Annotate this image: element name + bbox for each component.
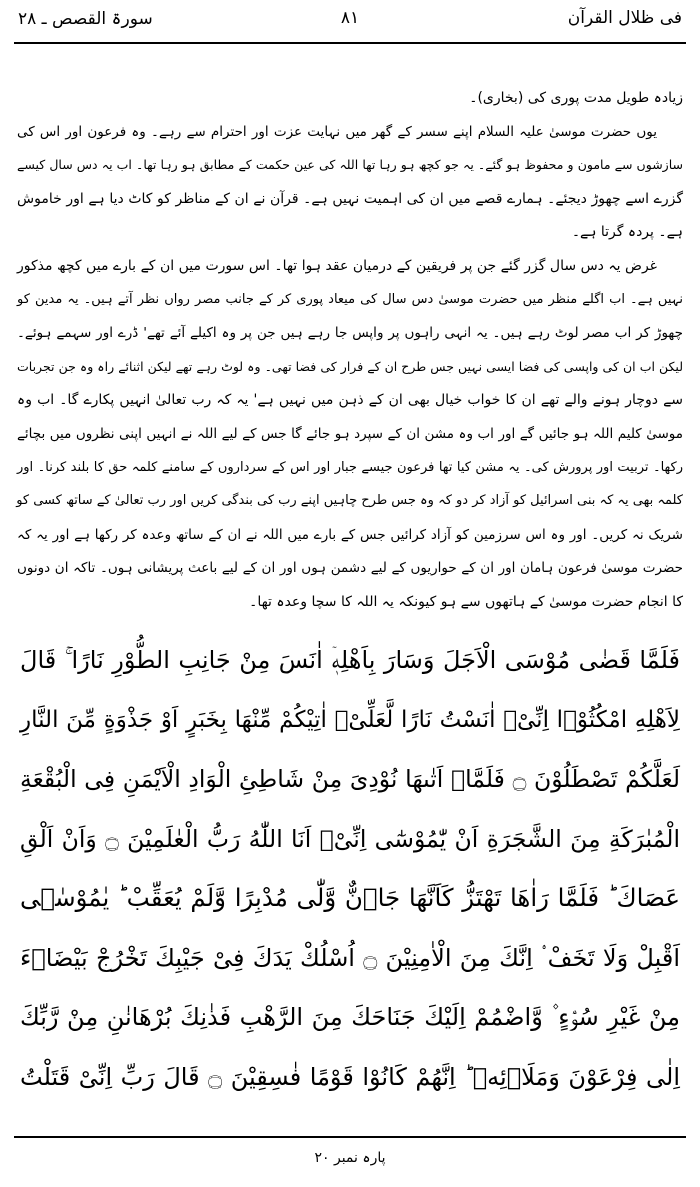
commentary-line: حضرت موسیٰ فرعون ہامان اور ان کے حواریوں کے لیے دشمن ہوں اور ان کے لیے باعث پریشانی ہوں۔ تاکہ ان دونوں bbox=[17, 560, 683, 577]
commentary-line: کلمہ بھی یہ کہ بنی اسرائیل کو آزاد کر دو کہ وہ جس طرح چاہیں اپنے رب کی بندگی کریں اور رب تعالیٰ کے ساتھ کسی کو bbox=[16, 493, 683, 509]
commentary-line: رکھا۔ تربیت اور پرورش کی۔ یہ مشن کیا تھا فرعون جیسے جبار اور اس کے سرداروں کے سامنے کلمہ حق کا بلند کرنا۔ اور bbox=[17, 459, 683, 475]
quran-verse-line: اِلٰى فِرْعَوْنَ وَمَلَا۟ئِهٖ ؕ اِنَّهُمْ كَانُوْا قَوْمًا فٰسِقِيْنَ ۝ قَالَ رَبِّ اِنِّىْ قَتَلْتُ bbox=[20, 1062, 681, 1091]
commentary-line: زیادہ طویل مدت پوری کی (بخاری)۔ bbox=[469, 90, 683, 106]
quran-verse-line: لَعَلَّكُمْ تَصْطَلُوْنَ ۝ فَلَمَّاۤ اَتٰىهَا نُوْدِىَ مِنْ شَاطِئِ الْوَادِ الْاَيْمَنِ فِى الْبُقْعَةِ bbox=[20, 765, 680, 793]
commentary-line: گزرے اسے چھوڑ دیجئے۔ ہمارے قصے میں ان کی اہمیت نہیں ہے۔ قرآن نے ان کے مناظر کو کاٹ دیا ہے اور خاموش bbox=[17, 190, 683, 207]
commentary-line: سے دوچار ہونے والے تھے ان کا خواب خیال بھی ان کے ذہن میں نہیں ہے' یہ کہ رب تعالیٰ انہیں پکارے گا۔ اب وہ bbox=[17, 392, 683, 409]
commentary-line: چھوڑ کر اب مصر لوٹ رہے ہیں۔ یہ انہی راہوں پر واپس جا رہے ہیں جن پر وہ اکیلے آئے تھے' ڈرے اور سہمے ہوئے۔ bbox=[17, 325, 683, 342]
quran-verse-line: لِاَهْلِهِ امْكُثُوْۤا اِنِّىْۤ اٰنَسْتُ نَارًا لَّعَلِّىْۤ اٰتِيْكُمْ مِّنْهَا بِخَبَرٍ اَوْ جَذْوَةٍ مِّنَ النَّارِ bbox=[20, 706, 680, 733]
quran-verse-line: فَلَمَّا قَضٰى مُوْسَى الْاَجَلَ وَسَارَ بِاَهْلِهٖۤ اٰنَسَ مِنْ جَانِبِ الطُّوْرِ نَارًا ۚ قَالَ bbox=[20, 646, 680, 674]
commentary-line: لیکن اب ان کی واپسی کی فضا ایسی نہیں جس طرح ان کے فرار کی فضا تھی۔ وہ لوٹ رہے تھے لیکن اثنائے راہ وہ جن تجربات bbox=[17, 358, 683, 374]
book-title: فی ظلال القرآن bbox=[567, 8, 682, 28]
commentary-line: کا انجام حضرت موسیٰ کے ہاتھوں سے ہو کیونکہ یہ اللہ کا سچا وعدہ تھا۔ bbox=[249, 594, 683, 610]
commentary-line: موسیٰ کلیم اللہ ہو جائیں گے اور اب وہ مشن ان کے سپرد ہو جائے گا جس کے لیے اللہ نے انہیں اپنی نظروں میں بچائے bbox=[17, 426, 683, 442]
commentary-line: ہے۔ پردہ گرتا ہے۔ bbox=[571, 224, 683, 241]
quran-verse-line: اَقْبِلْ وَلَا تَخَفْ ۟ اِنَّكَ مِنَ الْاٰمِنِيْنَ ۝ اُسْلُكْ يَدَكَ فِىْ جَيْبِكَ تَخْرُجْ بَيْضَاۤءَ bbox=[20, 943, 680, 972]
commentary-line: سازشوں سے مامون و محفوظ ہو گئے۔ یہ جو کچھ ہو رہا تھا اللہ کی عین حکمت کے مطابق ہو رہا تھا۔ اب یہ دس سال کیسے bbox=[17, 157, 683, 173]
para-number: پارہ نمبر ۲۰ bbox=[314, 1150, 386, 1166]
quran-verse-line: عَصَاكَ ؕ فَلَمَّا رَاٰهَا تَهْتَزُّ كَاَنَّهَا جَاۤنٌّ وَّلّٰى مُدْبِرًا وَّلَمْ يُعَقِّبْ ؕ يٰمُوْسٰۤى bbox=[20, 883, 680, 912]
header-rule bbox=[14, 42, 686, 44]
commentary-line: یوں حضرت موسیٰ علیہ السلام اپنے سسر کے گھر میں نہایت عزت اور احترام سے رہے۔ وہ فرعون اور اس کی bbox=[17, 123, 657, 140]
quran-verse-line: مِنْ غَيْرِ سُوْۤءٍ ۫ وَّاضْمُمْ اِلَيْكَ جَنَاحَكَ مِنَ الرَّهْبِ فَذٰنِكَ بُرْهَانٰنِ مِنْ رَّبِّكَ bbox=[20, 1003, 680, 1031]
surah-label: سورۃ القصص ـ ۲۸ bbox=[18, 9, 153, 29]
commentary-line: نہیں ہے۔ اب اگلے منظر میں حضرت موسیٰ دس سال کی میعاد پوری کر کے جانب مصر رواں نظر آتے ہیں۔ یہ مدین کو bbox=[17, 291, 683, 307]
footer-rule bbox=[14, 1136, 686, 1138]
commentary-line: غرض یہ دس سال گزر گئے جن پر فریقین کے درمیان عقد ہوا تھا۔ اس سورت میں ان کے بارے میں کچھ مذکور bbox=[17, 258, 657, 274]
commentary-line: شریک نہ کریں۔ اور وہ اس سرزمین کو آزاد کرائیں جس کے بارے میں اللہ نے ان کے ساتھ وعدہ کر رکھا ہے اور یہ کہ bbox=[17, 526, 683, 543]
page-number: ۸۱ bbox=[340, 8, 360, 28]
quran-verse-line: الْمُبٰرَكَةِ مِنَ الشَّجَرَةِ اَنْ يّٰمُوْسٰٓى اِنِّىْۤ اَنَا اللّٰهُ رَبُّ الْعٰلَمِيْنَ ۝ وَاَنْ اَلْقِ bbox=[20, 824, 680, 853]
